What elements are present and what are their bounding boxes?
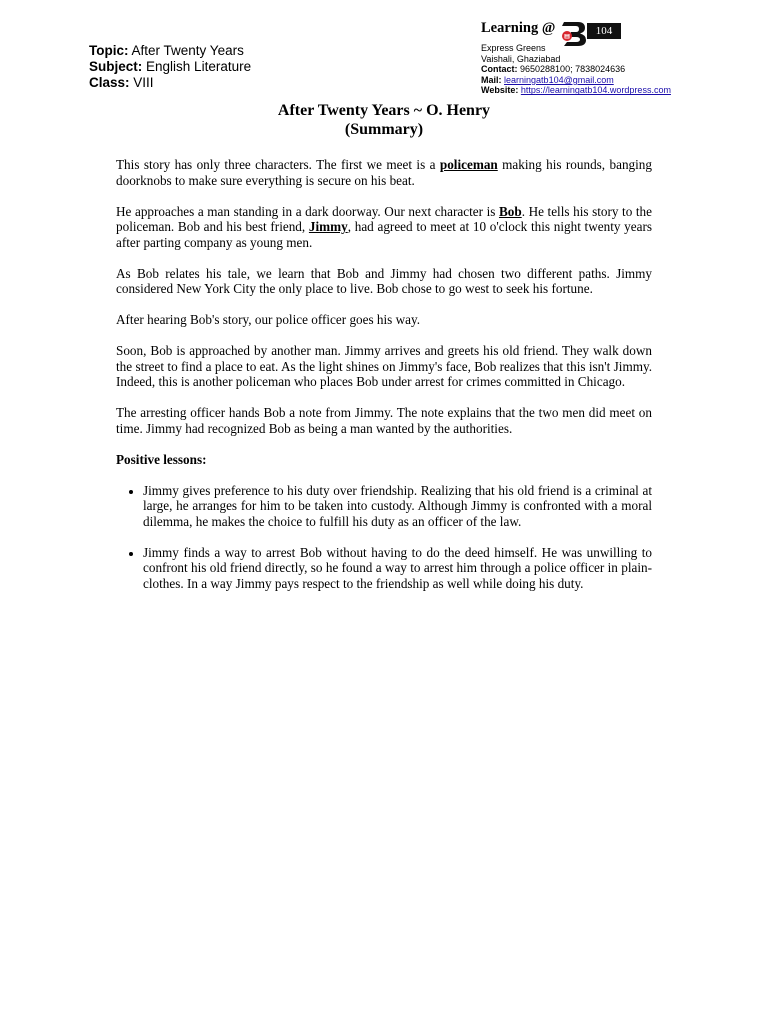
title-line-1: After Twenty Years ~ O. Henry — [277, 102, 491, 119]
badge-104: 104 — [587, 23, 621, 39]
class-label: Class: — [89, 75, 130, 90]
jimmy-term: Jimmy — [308, 219, 348, 234]
subject-value: English Literature — [146, 59, 252, 74]
brand-name: Learning @ — [481, 20, 556, 36]
document-meta — [89, 43, 251, 91]
paragraph-5: Soon, Bob is approached by another man. Jimmy arrives and greets his old friend. They walk down the street to find a place to eat. As the light shines on Jimmy's face, Bob realizes that this isn't Jimmy. Indeed, this is another policeman who places Bob under arrest for crimes committed in Chicago. — [116, 343, 652, 389]
website-label: Website: — [481, 85, 519, 96]
lessons-list — [116, 483, 652, 592]
summary-body — [116, 157, 652, 607]
subject-row — [89, 59, 251, 75]
contact-line — [481, 64, 751, 75]
paragraph-1-text-b: making his rounds, banging doorknobs to make sure everything is secure on his beat. — [116, 157, 652, 188]
mail-link[interactable]: learningatb104@gmail.com — [504, 74, 614, 85]
contact-label: Contact: — [481, 64, 518, 75]
topic-label: Topic: — [89, 43, 129, 58]
paragraph-2 — [116, 204, 652, 251]
contact-value: 9650288100; 7838024636 — [520, 64, 626, 75]
lesson-item: • Jimmy gives preference to his duty over friendship. Realizing that his old friend is a criminal at large, he arranges for him to be taken into custody. Although Jimmy is confronted with a moral dilemma, he makes the choice to fulfill his duty as an officer of the law. — [143, 483, 652, 530]
mail-label: Mail: — [481, 74, 502, 85]
paragraph-1-text-a: This story has only three characters. The first we meet is a — [116, 157, 440, 172]
lessons-heading: Positive lessons: — [116, 451, 207, 467]
paragraph-2-text-b: . He tells his story to the policeman. Bob and his best friend, — [116, 203, 652, 234]
paragraph-3: As Bob relates his tale, we learn that Bob and Jimmy had chosen two different paths. Jimmy considered New York City the only place to live. Bob chose to go west to seek his fortune. — [116, 265, 652, 296]
paragraph-2-text-a: He approaches a man standing in a dark doorway. Our next character is — [116, 203, 499, 219]
paragraph-1 — [116, 157, 652, 188]
address-line-2: Vaishali, Ghaziabad — [481, 53, 561, 64]
title-line-2: (Summary) — [344, 121, 424, 138]
paragraph-6: The arresting officer hands Bob a note from Jimmy. The note explains that the two men did meet on time. Jimmy had recognized Bob as being a man wanted by the authorities. — [116, 405, 652, 436]
brand-line — [481, 21, 751, 43]
website-line — [481, 85, 751, 96]
class-value: VIII — [133, 75, 154, 90]
topic-value: After Twenty Years — [131, 43, 244, 58]
bob-term: Bob — [498, 203, 522, 219]
learning-b-logo-icon — [558, 21, 588, 47]
address-line-1: Express Greens — [481, 43, 546, 53]
policeman-term: policeman — [439, 157, 498, 172]
lesson-item: • Jimmy finds a way to arrest Bob without having to do the deed himself. He was unwilling to confront his old friend directly, so he found a way to arrest him through a police officer in plain-clothes. In a way Jimmy pays respect to the friendship as well while doing his duty. — [143, 545, 652, 592]
mail-line — [481, 75, 751, 86]
paragraph-4: After hearing Bob's story, our police officer goes his way. — [116, 312, 421, 327]
topic-row — [89, 43, 251, 59]
subject-label: Subject: — [89, 59, 143, 74]
website-link[interactable]: https://learningatb104.wordpress.com — [520, 85, 671, 96]
paragraph-2-text-c: , had agreed to meet at 10 o'clock this night twenty years after parting company as young men. — [116, 219, 652, 250]
class-row — [89, 75, 251, 91]
institute-header — [481, 21, 751, 96]
document-title — [0, 101, 768, 139]
